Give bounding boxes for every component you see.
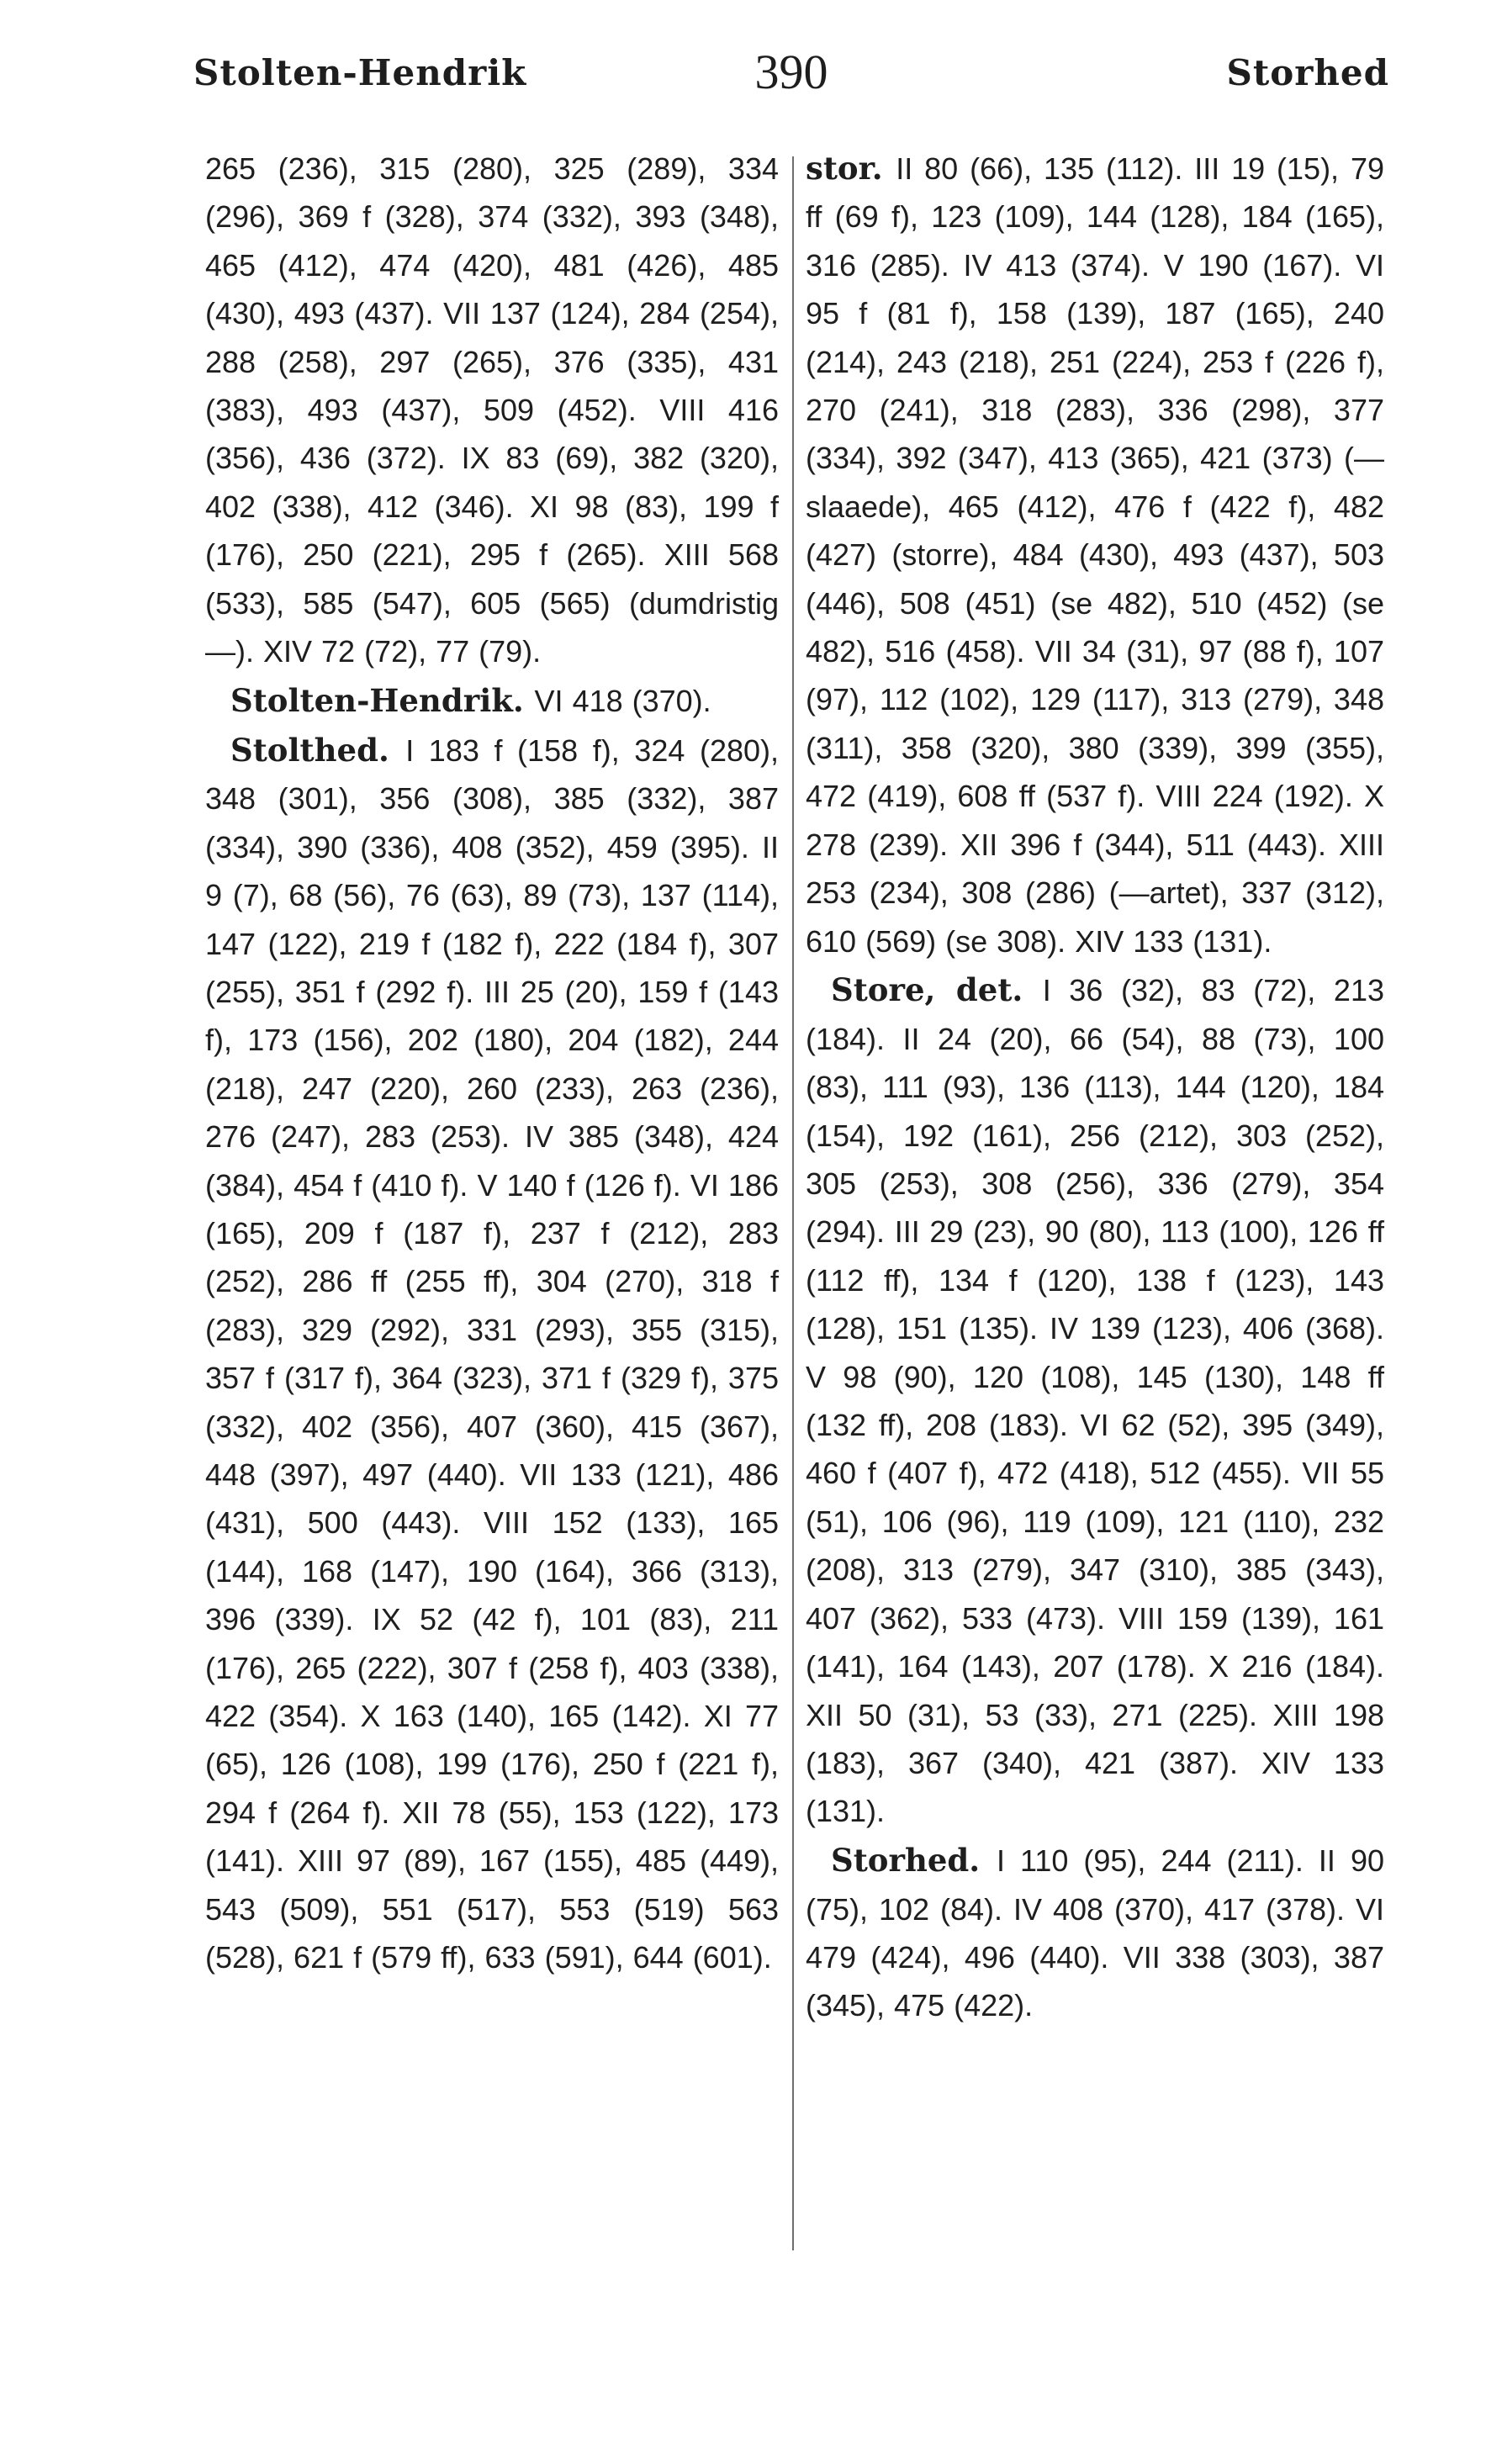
page-number: 390 [754,45,828,99]
entry-references: II 80 (66), 135 (112). III 19 (15), 79 ff (69 f), 123 (109), 144 (128), 184 (165), 316 (285). IV 413 (374). V 190 (167). VI 95 f (81 f), 158 (139), 187 (165), 240 (214), 243 (218), 251 (224), 253 f (226 f), 270 (241), 318 (283), 336 (298), 377 (334), 392 (347), 413 (365), 421 (373) (—slaaede), 465 (412), 476 f (422 f), 482 (427) (storre), 484 (430), 493 (437), 503 (446), 508 (451) (se 482), 510 (452) (se 482), 516 (458). VII 34 (31), 97 (88 f), 107 (97), 112 (102), 129 (117), 313 (279), 348 (311), 358 (320), 380 (339), 399 (355), 472 (419), 608 ff (537 f). VIII 224 (192). X 278 (239). XII 396 f (344), 511 (443). XIII 253 (234), 308 (286) (—artet), 337 (312), 610 (569) (se 308). XIV 133 (131). [806,151,1384,959]
entry-headword: Stolthed. [230,731,389,769]
running-head-right: Storhed [1226,52,1389,93]
entry-headword: stor. [806,150,883,187]
entry-headword: Storhed. [831,1842,981,1880]
entry-headword: Store, det. [831,971,1023,1009]
index-entry [205,145,779,675]
entry-references: VI 418 (370). [534,683,711,718]
entry-references: I 110 (95), 244 (211). II 90 (75), 102 (84). IV 408 (370), 417 (378). VI 479 (424), 496 (440). VII 338 (303), 387 (345), 475 (422). [806,1843,1384,2023]
column-divider [792,156,794,2250]
left-column [205,145,779,1983]
running-head-left: Stolten-Hendrik [193,52,527,93]
index-entry [806,145,1384,965]
index-entry [205,677,779,725]
entry-references: 265 (236), 315 (280), 325 (289), 334 (296), 369 f (328), 374 (332), 393 (348), 465 (412), 474 (420), 481 (426), 485 (430), 493 (437). VII 137 (124), 284 (254), 288 (258), 297 (265), 376 (335), 431 (383), 493 (437), 509 (452). VIII 416 (356), 436 (372). IX 83 (69), 382 (320), 402 (338), 412 (346). XI 98 (83), 199 f (176), 250 (221), 295 f (265). XIII 568 (533), 585 (547), 605 (565) (dumdristig—). XIV 72 (72), 77 (79). [205,151,779,669]
page-header [193,44,1389,111]
right-column [806,145,1384,2031]
index-entry [205,727,779,1982]
entry-references: I 183 f (158 f), 324 (280), 348 (301), 356 (308), 385 (332), 387 (334), 390 (336), 408 (352), 459 (395). II 9 (7), 68 (56), 76 (63), 89 (73), 137 (114), 147 (122), 219 f (182 f), 222 (184 f), 307 (255), 351 f (292 f). III 25 (20), 159 f (143 f), 173 (156), 202 (180), 204 (182), 244 (218), 247 (220), 260 (233), 263 (236), 276 (247), 283 (253). IV 385 (348), 424 (384), 454 f (410 f). V 140 f (126 f). VI 186 (165), 209 f (187 f), 237 f (212), 283 (252), 286 ff (255 ff), 304 (270), 318 f (283), 329 (292), 331 (293), 355 (315), 357 f (317 f), 364 (323), 371 f (329 f), 375 (332), 402 (356), 407 (360), 415 (367), 448 (397), 497 (440). VII 133 (121), 486 (431), 500 (443). VIII 152 (133), 165 (144), 168 (147), 190 (164), 366 (313), 396 (339). IX 52 (42 f), 101 (83), 211 (176), 265 (222), 307 f (258 f), 403 (338), 422 (354). X 163 (140), 165 (142). XI 77 (65), 126 (108), 199 (176), 250 f (221 f), 294 f (264 f). XII 78 (55), 153 (122), 173 (141). XIII 97 (89), 167 (155), 485 (449), 543 (509), 551 (517), 553 (519) 563 (528), 621 f (579 ff), 633 (591), 644 (601). [205,732,779,1975]
index-entry [806,966,1384,1835]
entry-references: I 36 (32), 83 (72), 213 (184). II 24 (20), 66 (54), 88 (73), 100 (83), 111 (93), 136 (113), 144 (120), 184 (154), 192 (161), 256 (212), 303 (252), 305 (253), 308 (256), 336 (279), 354 (294). III 29 (23), 90 (80), 113 (100), 126 ff (112 ff), 134 f (120), 138 f (123), 143 (128), 151 (135). IV 139 (123), 406 (368). V 98 (90), 120 (108), 145 (130), 148 ff (132 ff), 208 (183). VI 62 (52), 395 (349), 460 f (407 f), 472 (418), 512 (455). VII 55 (51), 106 (96), 119 (109), 121 (110), 232 (208), 313 (279), 347 (310), 385 (343), 407 (362), 533 (473). VIII 159 (139), 161 (141), 164 (143), 207 (178). X 216 (184). XII 50 (31), 53 (33), 271 (225). XIII 198 (183), 367 (340), 421 (387). XIV 133 (131). [806,973,1384,1829]
entry-headword: Stolten-Hendrik. [230,681,524,719]
index-entry [806,1837,1384,2030]
